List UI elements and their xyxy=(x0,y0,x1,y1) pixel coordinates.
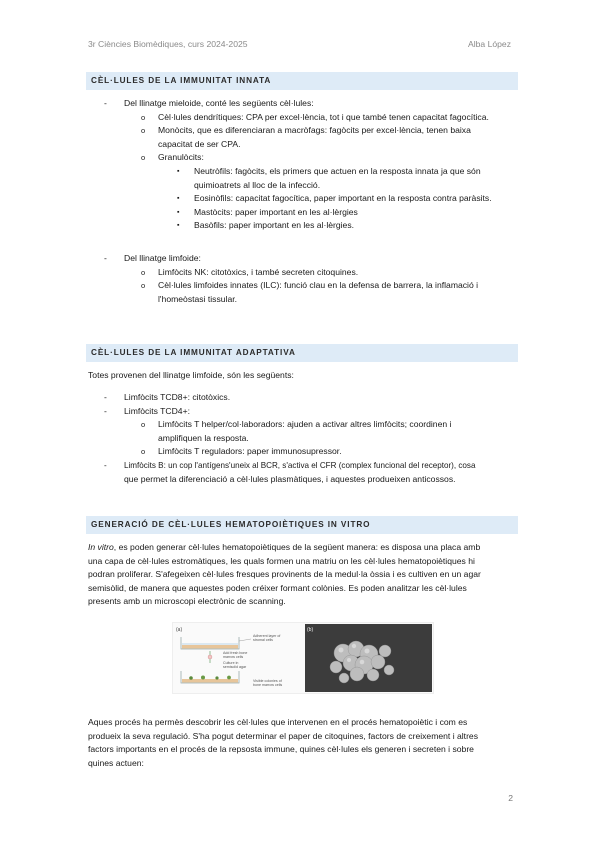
list-item-continuation: l'homeòstasi tissular. xyxy=(158,293,238,304)
page-number: 2 xyxy=(508,793,513,803)
stromal-layer xyxy=(182,645,238,649)
paragraph-invitro xyxy=(88,541,516,609)
label-add-1: Add fresh bone xyxy=(223,651,248,655)
paragraph-line: Aques procés ha permès descobrir les cèl·lules que intervenen en el procés hematopoiètic i com es xyxy=(88,717,468,727)
paragraph-hematopoiesi xyxy=(88,716,516,770)
square-bullet: ▪ xyxy=(177,222,180,230)
list-item: ▪ Eosinòfils: capacitat fagocítica, paper important en la resposta contra paràsits. xyxy=(88,192,516,206)
paragraph-line: semisòlid, de manera que aquestes poden créixer formant colònies. Es poden analitzar les cèl·lules xyxy=(88,582,467,593)
paragraph-line: produeix la seva regulació. S'ha pogut determinar el paper de citoquines, factors de creixement i altres xyxy=(88,730,479,741)
dash-bullet: - xyxy=(104,253,107,263)
culture-diagram xyxy=(173,623,433,693)
section-body-adaptativa xyxy=(88,369,516,383)
list-item: o Limfòcits T helper/col·laboradors: ajuden a activar altres limfòcits; coordinen i xyxy=(88,418,516,432)
paragraph-line: una capa de cèl·lules estromàtiques, les quals formen una matriu on les cèl·lules hematopoiètiques hi xyxy=(88,555,475,566)
circle-bullet: o xyxy=(141,267,146,277)
paragraph: Totes provenen del llinatge limfoide, són les següents: xyxy=(88,370,294,380)
section-body-innata-limfoide xyxy=(88,252,516,306)
circle-bullet: o xyxy=(141,447,146,457)
label-adherent-2: stromal cells xyxy=(253,638,273,642)
dash-bullet: - xyxy=(104,460,107,470)
section-title-innata: CÈL·LULES DE LA IMMUNITAT INNATA xyxy=(86,72,518,90)
label-culture-1: Culture in xyxy=(223,661,239,665)
colony-icon xyxy=(189,676,193,680)
list-item: ▪ Basòfils: paper important en les al·lèrgies. xyxy=(88,219,516,233)
label-adherent-1: Adherent layer of xyxy=(253,634,281,638)
dash-bullet: - xyxy=(104,392,107,402)
panel-b-label: (b) xyxy=(307,627,314,633)
list-item: - Limfòcits TCD8+: citotòxics. xyxy=(88,391,516,405)
list-item: - Limfòcits B: un cop l'antígens'uneix al BCR, s'activa el CFR (complex funcional del receptor), cosa xyxy=(88,459,516,473)
label-add-2: marrow cells xyxy=(223,655,244,659)
list-item-continuation: amplifiquen la resposta. xyxy=(158,432,249,443)
list-item: o Limfòcits T reguladors: paper immunosupressor. xyxy=(88,445,516,459)
header-author: Alba López xyxy=(467,39,511,49)
fresh-cells-icon xyxy=(208,655,212,659)
section-title-adaptativa: CÈL·LULES DE LA IMMUNITAT ADAPTATIVA xyxy=(86,344,518,362)
paragraph-line: presents amb un microscopi electrònic de scanning. xyxy=(88,596,286,607)
leader-line xyxy=(239,639,251,641)
panel-a-label: (a) xyxy=(176,627,183,633)
list-item: o Cèl·lules dendrítiques: CPA per excel·lència, tot i que també tenen capacitat fagocítica. xyxy=(88,111,516,125)
paragraph-line: podran proliferar. S'afegeixen cèl·lules fresques provinents de la medul·la òssia i es cultiven en un agar xyxy=(88,569,481,580)
circle-bullet: o xyxy=(141,420,146,430)
circle-bullet: o xyxy=(141,153,146,163)
list-item-continuation: capacitat de ser CPA. xyxy=(158,138,241,149)
paragraph-line: quines actuen: xyxy=(88,757,144,768)
section-title-invitro: GENERACIÓ DE CÈL·LULES HEMATOPOIÈTIQUES IN VITRO xyxy=(86,516,518,534)
list-item: o Granulòcits: xyxy=(88,151,516,165)
dash-bullet: - xyxy=(104,405,107,416)
list-item: o Cèl·lules limfoides innates (ILC): funció clau en la defensa de barrera, la inflamació i xyxy=(88,279,516,293)
list-item: o Monòcits, que es diferenciaran a macròfags: fagòcits per excel·lència, tenen baixa xyxy=(88,124,516,138)
list-item: ▪ Neutròfils: fagòcits, els primers que actuen en la resposta innata ja que són xyxy=(88,165,516,179)
dash-bullet: - xyxy=(104,98,107,108)
square-bullet: ▪ xyxy=(177,167,180,175)
label-visible-2: bone marrow cells xyxy=(253,683,283,687)
colony-icon xyxy=(215,676,218,679)
paragraph-line: factors importants en el procés de la repsosta immune, quines cèl·lules els generen i secreten i sobre xyxy=(88,744,474,755)
header-course: 3r Ciències Biomèdiques, curs 2024-2025 xyxy=(88,39,248,49)
colony-icon xyxy=(227,676,231,680)
label-culture-2: semisolid agar xyxy=(223,665,247,669)
circle-bullet: o xyxy=(141,112,146,122)
circle-bullet: o xyxy=(141,126,146,136)
list-item: - Del llinatge mieloide, conté les següents cèl·lules: xyxy=(88,97,516,111)
figure-culture xyxy=(172,622,434,694)
list-item: - Limfòcits TCD4+: xyxy=(88,405,516,419)
section-body-innata xyxy=(88,97,516,233)
list-item: ▪ Mastòcits: paper important en les al·lèrgies xyxy=(88,206,516,220)
square-bullet: ▪ xyxy=(177,208,180,216)
list-item: o Limfòcits NK: citotòxics, i també secreten citoquines. xyxy=(88,266,516,280)
square-bullet: ▪ xyxy=(177,195,180,203)
list-item: - Del llinatge limfoide: xyxy=(88,252,516,266)
list-item-continuation: que permet la diferenciació a cèl·lules plasmàtiques, i aquestes produeixen anticossos. xyxy=(124,473,456,484)
label-visible-1: Visible colonies of xyxy=(253,679,282,683)
circle-bullet: o xyxy=(141,281,146,291)
paragraph-line: In vitro, es poden generar cèl·lules hematopoiètiques de la següent manera: es disposa una placa amb xyxy=(88,542,481,552)
section-list-adaptativa xyxy=(88,391,516,486)
colony-icon xyxy=(201,676,205,680)
list-item-continuation: quimioatrets al lloc de la infecció. xyxy=(194,179,321,190)
